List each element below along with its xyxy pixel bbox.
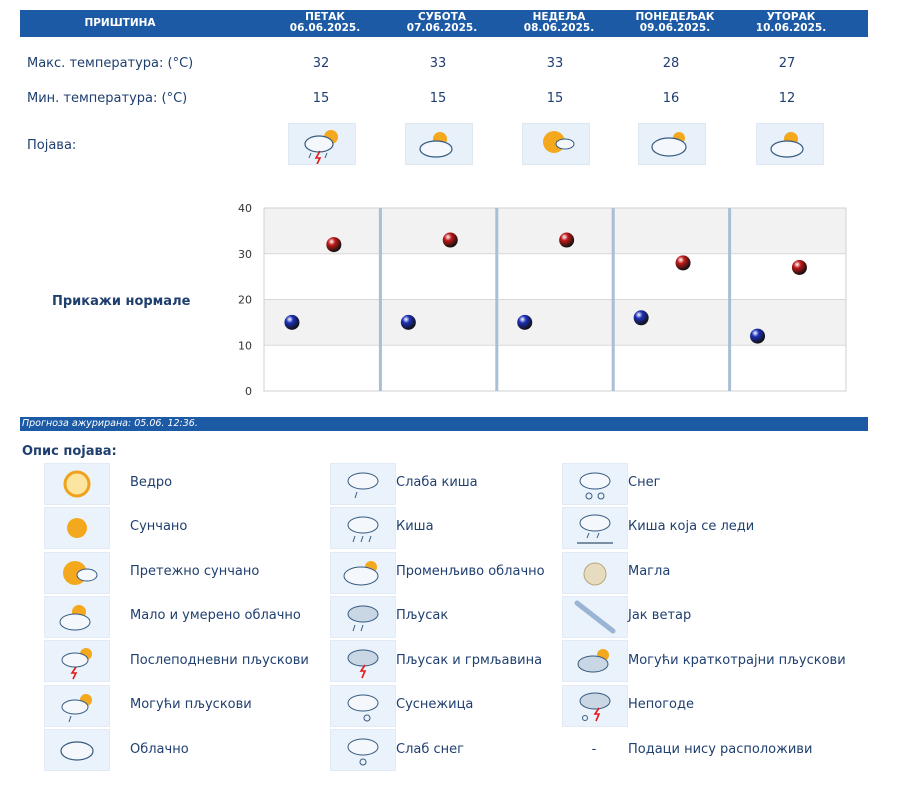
legend-label: Пљусак и грмљавина — [396, 653, 543, 668]
legend-label: Ведро — [130, 475, 173, 490]
min-temp-value: 15 — [546, 91, 564, 106]
day-date: 10.06.2025. — [755, 22, 827, 34]
day-name: УТОРАК — [766, 11, 816, 23]
legend-label: Магла — [628, 564, 671, 579]
light-snow-icon — [330, 729, 396, 771]
storm-icon — [562, 685, 628, 727]
legend-title: Опис појава: — [22, 444, 117, 459]
min-temp-value: 12 — [778, 91, 796, 106]
no-data-dash: - — [591, 742, 597, 757]
phenomenon-label: Појава: — [27, 138, 77, 153]
legend-label: Мало и умерено облачно — [130, 608, 301, 623]
legend-label: Слаб снег — [396, 742, 464, 757]
chart-band — [264, 254, 846, 300]
legend-label: Пљусак — [396, 608, 449, 623]
legend-label: Могући краткотрајни пљускови — [628, 653, 846, 668]
rain-icon — [330, 507, 396, 549]
y-tick-label: 40 — [238, 202, 252, 215]
day-name: СУБОТА — [417, 11, 467, 23]
partly-cloudy-icon — [44, 596, 110, 638]
chart-band — [264, 208, 846, 254]
day-date: 07.06.2025. — [406, 22, 478, 34]
min-temp-point — [401, 315, 416, 330]
sleet-icon — [330, 685, 396, 727]
legend-label: Суснежица — [396, 697, 474, 712]
fog-icon — [562, 552, 628, 594]
min-temp-label: Мин. температура: (°C) — [27, 91, 188, 106]
day-name: НЕДЕЉА — [532, 11, 586, 23]
freezing-rain-icon — [562, 507, 628, 549]
day-date: 09.06.2025. — [639, 22, 711, 34]
min-temp-value: 16 — [662, 91, 680, 106]
snow-icon — [562, 463, 628, 505]
strong-wind-icon — [562, 596, 628, 638]
cloudy-icon — [44, 729, 110, 771]
y-tick-label: 10 — [238, 339, 252, 353]
variable-cloudy-icon — [330, 552, 396, 594]
legend-label: Киша која се леди — [628, 519, 755, 534]
chart-band — [264, 345, 846, 391]
max-temp-point — [676, 255, 691, 270]
forecast-updated-bar: Прогноза ажурирана: 05.06. 12:36. — [20, 417, 868, 431]
max-temp-value: 32 — [312, 56, 330, 71]
legend-label: Слаба киша — [396, 475, 478, 490]
brief-showers-icon — [562, 640, 628, 682]
legend-label: Претежно сунчано — [130, 564, 260, 579]
legend-label: Сунчано — [130, 519, 188, 534]
y-tick-label: 20 — [238, 293, 252, 307]
possible-showers-icon — [44, 685, 110, 727]
max-temp-value: 27 — [778, 56, 796, 71]
legend-label: Непогоде — [628, 697, 694, 712]
legend-label: Облачно — [130, 742, 189, 757]
legend-label: Јак ветар — [628, 608, 692, 623]
thunder-shower-icon — [330, 640, 396, 682]
max-temp-label: Макс. температура: (°C) — [27, 56, 194, 71]
show-normals-link[interactable]: Прикажи нормале — [52, 294, 191, 309]
day-date: 06.06.2025. — [289, 22, 361, 34]
max-temp-point — [443, 233, 458, 248]
legend-label: Киша — [396, 519, 434, 534]
max-temp-value: 33 — [429, 56, 447, 71]
legend-label: Променљиво облачно — [396, 564, 545, 579]
day-name: ПЕТАК — [305, 11, 345, 23]
legend-label: Снег — [628, 475, 661, 490]
day-name: ПОНЕДЕЉАК — [635, 11, 715, 23]
max-temp-value: 28 — [662, 56, 680, 71]
max-temp-value: 33 — [546, 56, 564, 71]
legend-label: Послеподневни пљускови — [130, 653, 309, 668]
min-temp-point — [517, 315, 532, 330]
max-temp-point — [326, 237, 341, 252]
clear-icon — [44, 463, 110, 505]
max-temp-point — [792, 260, 807, 275]
city-name: ПРИШТИНА — [84, 17, 156, 29]
mostly-sunny-icon — [44, 552, 110, 594]
min-temp-point — [284, 315, 299, 330]
max-temp-point — [559, 233, 574, 248]
day-date: 08.06.2025. — [523, 22, 595, 34]
shower-icon — [330, 596, 396, 638]
min-temp-value: 15 — [312, 91, 330, 106]
min-temp-point — [750, 329, 765, 344]
legend-label: Подаци нису расположиви — [628, 742, 813, 757]
y-tick-label: 0 — [245, 385, 252, 398]
sunny-icon — [44, 507, 110, 549]
min-temp-value: 15 — [429, 91, 447, 106]
light-rain-icon — [330, 463, 396, 505]
afternoon-showers-icon — [44, 640, 110, 682]
min-temp-point — [634, 310, 649, 325]
y-tick-label: 30 — [238, 247, 252, 261]
legend-label: Могући пљускови — [130, 697, 252, 712]
